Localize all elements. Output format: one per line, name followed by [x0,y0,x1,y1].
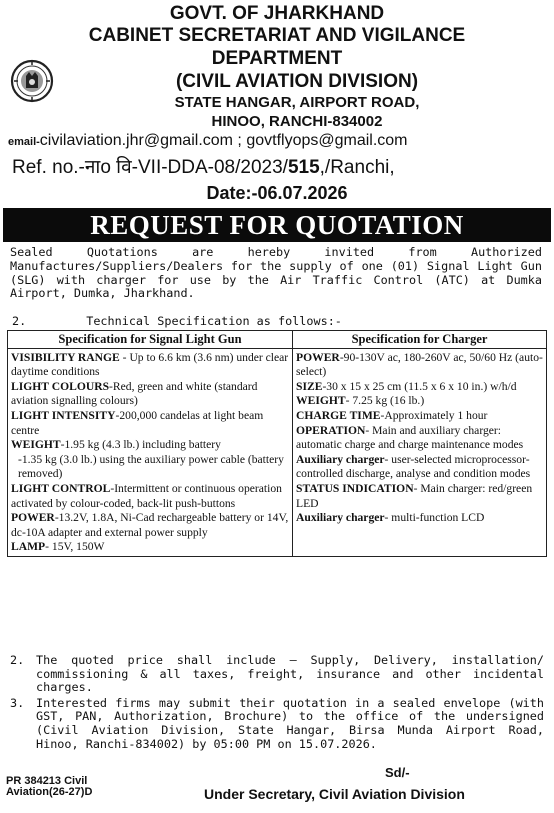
ref-prefix: Ref. no.-नाo वि-VII-DDA-08/2023/ [12,157,288,178]
notice-date: Date:-06.07.2026 [206,183,348,203]
header-address-line2: HINOO, RANCHI-834002 [211,113,383,130]
spec-item [11,438,289,453]
spec-item [296,482,543,511]
signatory-title: Under Secretary, Civil Aviation Division [204,786,465,802]
term-number: 3. [10,695,25,710]
spec-label: WEIGHT [11,438,61,452]
header-division: (CIVIL AVIATION DIVISION) [175,71,419,92]
spec-label: WEIGHT [296,394,346,408]
spec-header-slg: Specification for Signal Light Gun [8,331,293,349]
spec-item [11,482,289,511]
intro-spec-number: 2. [12,314,27,328]
spec-charger-cell [293,348,547,556]
reference-number [12,153,395,179]
term-text: The quoted price shall include – Supply, Delivery, installation/ commissioning & all taxes, freight, insurance and other incidental charges. [36,653,544,695]
terms-list [10,654,544,753]
spec-item [11,511,289,540]
signature-mark: Sd/- [385,765,410,780]
spec-value: - 15V, 150W [45,540,105,554]
spec-label: LIGHT COLOURS [11,379,110,393]
header-department-line1: CABINET SECRETARIAT AND VIGILANCE [88,25,466,46]
intro-spec-text: Technical Specification as follows:- [86,314,342,328]
rfq-banner: REQUEST FOR QUOTATION [3,208,551,242]
spec-label: VISIBILITY RANGE [11,350,120,364]
spec-value: -1.95 kg (4.3 lb.) including battery [60,438,221,452]
spec-label: LIGHT INTENSITY [11,408,116,422]
spec-label: LAMP [11,540,46,554]
intro-paragraph: Sealed Quotations are hereby invited from Authorized Manufactures/Suppliers/Dealers for the supply of one (01) Signal Light Gun (SLG) with charger for use by the Air Traffic Control (ATC) at Dumka Airport, Dumka, Jharkhand. [10,245,542,301]
header-govt: GOVT. OF JHARKHAND [169,3,385,24]
spec-item [296,351,543,380]
spec-label: CHARGE TIME [296,408,381,422]
email-label: email- [8,136,40,148]
spec-item [296,511,543,526]
spec-item [296,409,543,424]
spec-label: OPERATION [296,423,366,437]
header-department-line2: DEPARTMENT [211,48,343,69]
spec-item [11,380,289,409]
spec-value: - Main charger: red/green LED [296,481,533,510]
spec-item [11,453,289,482]
spec-item [296,453,543,482]
spec-item [296,424,543,453]
ref-number: 515 [287,157,320,178]
intro-spec-line [12,314,342,328]
spec-value: - Up to 6.6 km (3.6 nm) under clear daytime conditions [11,350,289,379]
spec-label: POWER [296,350,340,364]
spec-value: -13.2V, 1.8A, Ni-Cad rechargeable battery or 14V, dc-10A adapter and external power supply [11,511,289,539]
spec-value: - user-selected microprocessor-controlled discharge, analyse and condition modes [296,452,531,481]
spec-value: -Intermittent or continuous operation activated by colour-coded, back-lit push-buttons [11,481,282,510]
spec-value: - multi-function LCD [384,511,485,525]
specification-table [7,330,547,557]
spec-value: -90-130V ac, 180-260V ac, 50/60 Hz (auto-select) [296,350,543,379]
spec-table-header-row [8,331,547,349]
pr-line2: Aviation(26-27)D [6,786,93,798]
pr-line1: PR 384213 Civil [6,775,88,787]
spec-label: LIGHT CONTROL [11,481,111,495]
spec-label: Auxiliary charger [296,511,385,525]
spec-value: -Red, green and white (standard aviation signalling colours) [11,379,258,408]
spec-item [296,380,543,395]
spec-item [11,351,289,380]
term-number: 2. [10,653,25,667]
pr-number [6,776,92,798]
spec-label: POWER [11,511,55,525]
spec-value: - Main and auxiliary charger: automatic charge and charge maintenance modes [296,423,524,452]
email-addresses: civilaviation.jhr@gmail.com ; govtflyops@gmail.com [39,132,408,149]
spec-label: STATUS INDICATION [296,481,414,495]
spec-value: -30 x 15 x 25 cm (11.5 x 6 x 10 in.) w/h/d [322,379,517,393]
email-line [8,132,408,150]
ref-suffix: ,/Ranchi, [319,157,395,178]
spec-label: SIZE [296,379,323,393]
term-item [10,654,544,695]
header-address-line1: STATE HANGAR, AIRPORT ROAD, [174,94,420,111]
spec-item [11,540,289,555]
spec-label: Auxiliary charger [296,452,385,466]
spec-value: -1.35 kg (3.0 lb.) using the auxiliary power cable (battery removed) [18,452,284,481]
spec-item [296,394,543,409]
spec-value: - 7.25 kg (16 lb.) [345,394,425,408]
term-text: Interested firms may submit their quotation in a sealed envelope (with GST, PAN, Authorization, Brochure) to the office of the undersigned (Civil Aviation Division, State Hangar, Birsa Munda Airport Road, Hinoo, Ranchi-834002) by 05:00 PM on 15.07.2026. [36,695,544,751]
spec-table-row [8,348,547,556]
spec-value: -Approximately 1 hour [380,408,488,422]
spec-header-charger: Specification for Charger [293,331,547,349]
term-item [10,697,544,751]
spec-value: -200,000 candelas at light beam centre [11,408,264,437]
spec-slg-cell [8,348,293,556]
spec-item [11,409,289,438]
